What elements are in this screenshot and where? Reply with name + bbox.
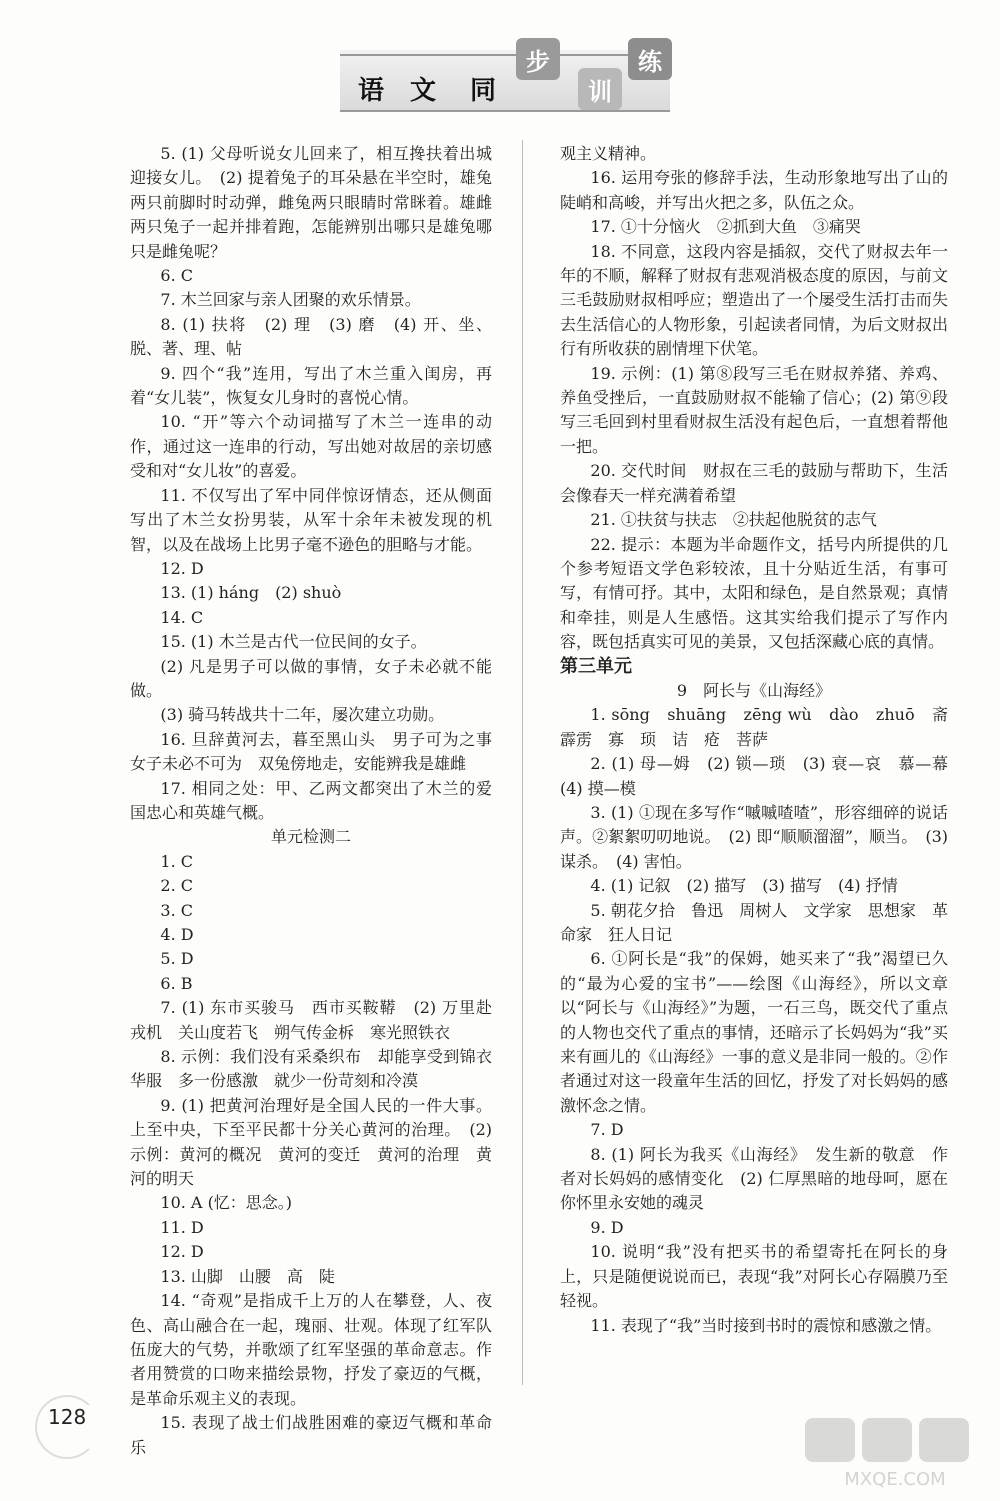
header-char-5: 训 bbox=[588, 76, 612, 106]
answer-item: 10. A (忆：思念。) bbox=[160, 1193, 293, 1213]
answer-item: 14. C bbox=[160, 607, 204, 627]
left-column bbox=[130, 142, 492, 1460]
answer-item: 1. sōng shuāng zēng wù dào zhuō 斋 霹雳 寡 顼 诘 疮 菩萨 bbox=[560, 705, 965, 749]
right-column bbox=[560, 142, 965, 1338]
answer-item: 10. 说明“我”没有把买书的希望寄托在阿长的身上，只是随便说说而已，表现“我”对阿长心存隔膜乃至轻视。 bbox=[560, 1242, 948, 1311]
lesson-title: 9 阿长与《山海经》 bbox=[676, 680, 832, 700]
header-char-3: 同 bbox=[470, 76, 497, 106]
header-box-6 bbox=[628, 38, 672, 80]
answer-item: 5. 朝花夕拾 鲁迅 周树人 文学家 思想家 革命家 狂人日记 bbox=[560, 900, 948, 944]
header-char-6: 练 bbox=[638, 46, 662, 76]
answer-item: 6. C bbox=[160, 266, 193, 286]
answer-item: 9. 四个“我”连用，写出了木兰重入闺房，再着“女儿装”，恢复女儿身时的喜悦心情。 bbox=[130, 363, 492, 408]
answer-item: 10. “开”等六个动词描写了木兰一连串的动作，通过这一连串的行动，写出她对故居的亲切感受和对“女儿妆”的喜爱。 bbox=[130, 412, 492, 481]
answer-item: 4. D bbox=[160, 925, 194, 944]
answer-item: 13. (1) háng (2) shuò bbox=[160, 583, 342, 603]
answer-item: (3) 骑马转战共十二年，屡次建立功勋。 bbox=[160, 705, 445, 725]
watermark-text: MXQE.COM bbox=[844, 1469, 946, 1490]
answer-item: 观主义精神。 bbox=[560, 144, 657, 163]
page-number: 128 bbox=[48, 1405, 87, 1429]
answer-item: 17. ①十分恼火 ②抓到大鱼 ③痛哭 bbox=[590, 217, 861, 237]
header-banner bbox=[330, 8, 710, 118]
answer-item: 9. D bbox=[590, 1217, 624, 1237]
answer-item: 11. D bbox=[160, 1217, 204, 1237]
answer-item: 8. 示例：我们没有采桑织布 却能享受到锦衣华服 多一份感激 就少一份苛刻和冷漠 bbox=[130, 1047, 492, 1091]
answer-item: 7. (1) 东市买骏马 西市买鞍鞯 (2) 万里赴戎机 关山度若飞 朔气传金柝 寒光照铁衣 bbox=[130, 998, 492, 1042]
answer-item: 11. 表现了“我”当时接到书时的震惊和感激之情。 bbox=[590, 1315, 942, 1335]
answer-item: 19. 示例：(1) 第⑧段写三毛在财叔养猪、养鸡、养鱼受挫后，一直鼓励财叔不能输了信心；(2) 第⑨段写三毛回到村里看财叔生活没有起色后，一直想着帮他一把。 bbox=[560, 363, 948, 456]
answer-item: 6. B bbox=[160, 973, 193, 993]
answer-item: 5. D bbox=[160, 949, 194, 969]
answer-item: 15. 表现了战士们战胜困难的豪迈气概和革命乐 bbox=[130, 1413, 492, 1457]
answer-item: 4. (1) 记叙 (2) 描写 (3) 描写 (4) 抒情 bbox=[590, 876, 898, 896]
answer-item: 12. D bbox=[160, 1242, 204, 1262]
answer-item: 2. C bbox=[160, 876, 193, 896]
answer-item: 11. 不仅写出了军中同伴惊讶情态，还从侧面写出了木兰女扮男装，从军十余年未被发现的机智，以及在战场上比男子毫不逊色的胆略与才能。 bbox=[130, 485, 492, 554]
header-char-1: 语 bbox=[358, 76, 385, 106]
answer-item: 9. (1) 把黄河治理好是全国人民的一件大事。上至中央，下至平民都十分关心黄河的治理。 (2) 示例：黄河的概况 黄河的变迁 黄河的治理 黄河的明天 bbox=[130, 1095, 492, 1189]
answer-item: 18. 不同意，这段内容是插叙，交代了财叔去年一年的不顺，解释了财叔有悲观消极态度的原因，与前文三毛鼓励财叔相呼应；塑造出了一个屡受生活打击而失去生活信心的人物形象，引起读者同情，为后文财叔出行有所收获的剧情埋下伏笔。 bbox=[560, 241, 948, 359]
answer-item: 1. C bbox=[160, 851, 193, 871]
answer-item: 7. 木兰回家与亲人团聚的欢乐情景。 bbox=[160, 290, 421, 310]
unit-title: 第三单元 bbox=[560, 655, 632, 677]
section-title: 单元检测二 bbox=[270, 827, 351, 847]
answer-item: (2) 凡是男子可以做的事情，女子未必就不能做。 bbox=[130, 656, 492, 700]
answer-item: 14. “奇观”是指成千上万的人在攀登，人、夜色、高山融合在一起，瑰丽、壮观。体现了红军队伍庞大的气势，并歌颂了红军坚强的革命意志。作者用赞赏的口吻来描绘景物，抒发了豪迈的气概，是革命乐观主义的表现。 bbox=[130, 1291, 492, 1408]
watermark-logo bbox=[800, 1413, 990, 1493]
answer-item: 3. (1) ①现在多写作“嘁嘁喳喳”，形容细碎的说话声。②絮絮叨叨地说。 (2) 即“顺顺溜溜”，顺当。 (3) 谋杀。 (4) 害怕。 bbox=[560, 802, 948, 871]
answer-item: 16. 旦辞黄河去，暮至黑山头 男子可为之事女子未必不可为 双兔傍地走，安能辨我是雄雌 bbox=[130, 729, 492, 774]
answer-item: 8. (1) 阿长为我买《山海经》 发生新的敬意 作者对长妈妈的感情变化 (2) 仁厚黑暗的地母呵，愿在你怀里永安她的魂灵 bbox=[560, 1144, 948, 1213]
answer-item: 12. D bbox=[160, 558, 204, 578]
answer-item: 8. (1) 扶将 (2) 理 (3) 磨 (4) 开、坐、脱、著、理、帖 bbox=[130, 314, 492, 359]
answer-item: 2. (1) 母—姆 (2) 锁—琐 (3) 衰—哀 慕—幕 (4) 摸—模 bbox=[560, 754, 965, 798]
answer-item: 6. ①阿长是“我”的保姆，她买来了“我”渴望已久的“最为心爱的宝书”——绘图《山海经》，所以文章以“阿长与《山海经》”为题，一石三鸟，既交代了重点的人物也交代了重点的事情，还暗示了长妈妈为“我”买来有画儿的《山海经》一事的意义是非同一般的。②作者通过对这一段童年生活的回忆，抒发了对长妈妈的感激怀念之情。 bbox=[560, 949, 948, 1115]
answer-item: 15. (1) 木兰是古代一位民间的女子。 bbox=[160, 632, 427, 652]
header-box-5 bbox=[578, 68, 622, 110]
answer-item: 16. 运用夸张的修辞手法，生动形象地写出了山的陡峭和高峻，并写出火把之多，队伍之众。 bbox=[560, 168, 948, 212]
answer-item: 17. 相同之处：甲、乙两文都突出了木兰的爱国忠心和英雄气概。 bbox=[130, 778, 492, 822]
answer-item: 3. C bbox=[160, 900, 193, 920]
answer-item: 22. 提示：本题为半命题作文，括号内所提供的几个参考短语文学色彩较浓，且十分贴近生活，有事可写，有情可抒。其中，太阳和绿色，是自然景观；真情和牵挂，则是人生感悟。这其实给我们提示了写作内容，既包括真实可见的美景，又包括深藏心底的真情。 bbox=[560, 534, 948, 652]
header-box-4 bbox=[516, 38, 560, 80]
answer-item: 21. ①扶贫与扶志 ②扶起他脱贫的志气 bbox=[590, 510, 877, 530]
answer-item: 13. 山脚 山腰 高 陡 bbox=[160, 1266, 335, 1286]
header-char-4: 步 bbox=[526, 46, 550, 76]
answer-item: 20. 交代时间 财叔在三毛的鼓励与帮助下，生活会像春天一样充满着希望 bbox=[560, 461, 948, 505]
header-char-2: 文 bbox=[410, 76, 437, 106]
answer-item: 5. (1) 父母听说女儿回来了，相互搀扶着出城迎接女儿。 (2) 提着兔子的耳朵悬在半空时，雄兔两只前脚时时动弹，雌兔两只眼睛时常眯着。雄雌两只兔子一起并排着跑，怎能辨别出哪只是雄兔哪只是雌兔呢？ bbox=[130, 144, 492, 261]
answer-item: 7. D bbox=[590, 1120, 624, 1140]
column-divider bbox=[522, 140, 523, 1385]
